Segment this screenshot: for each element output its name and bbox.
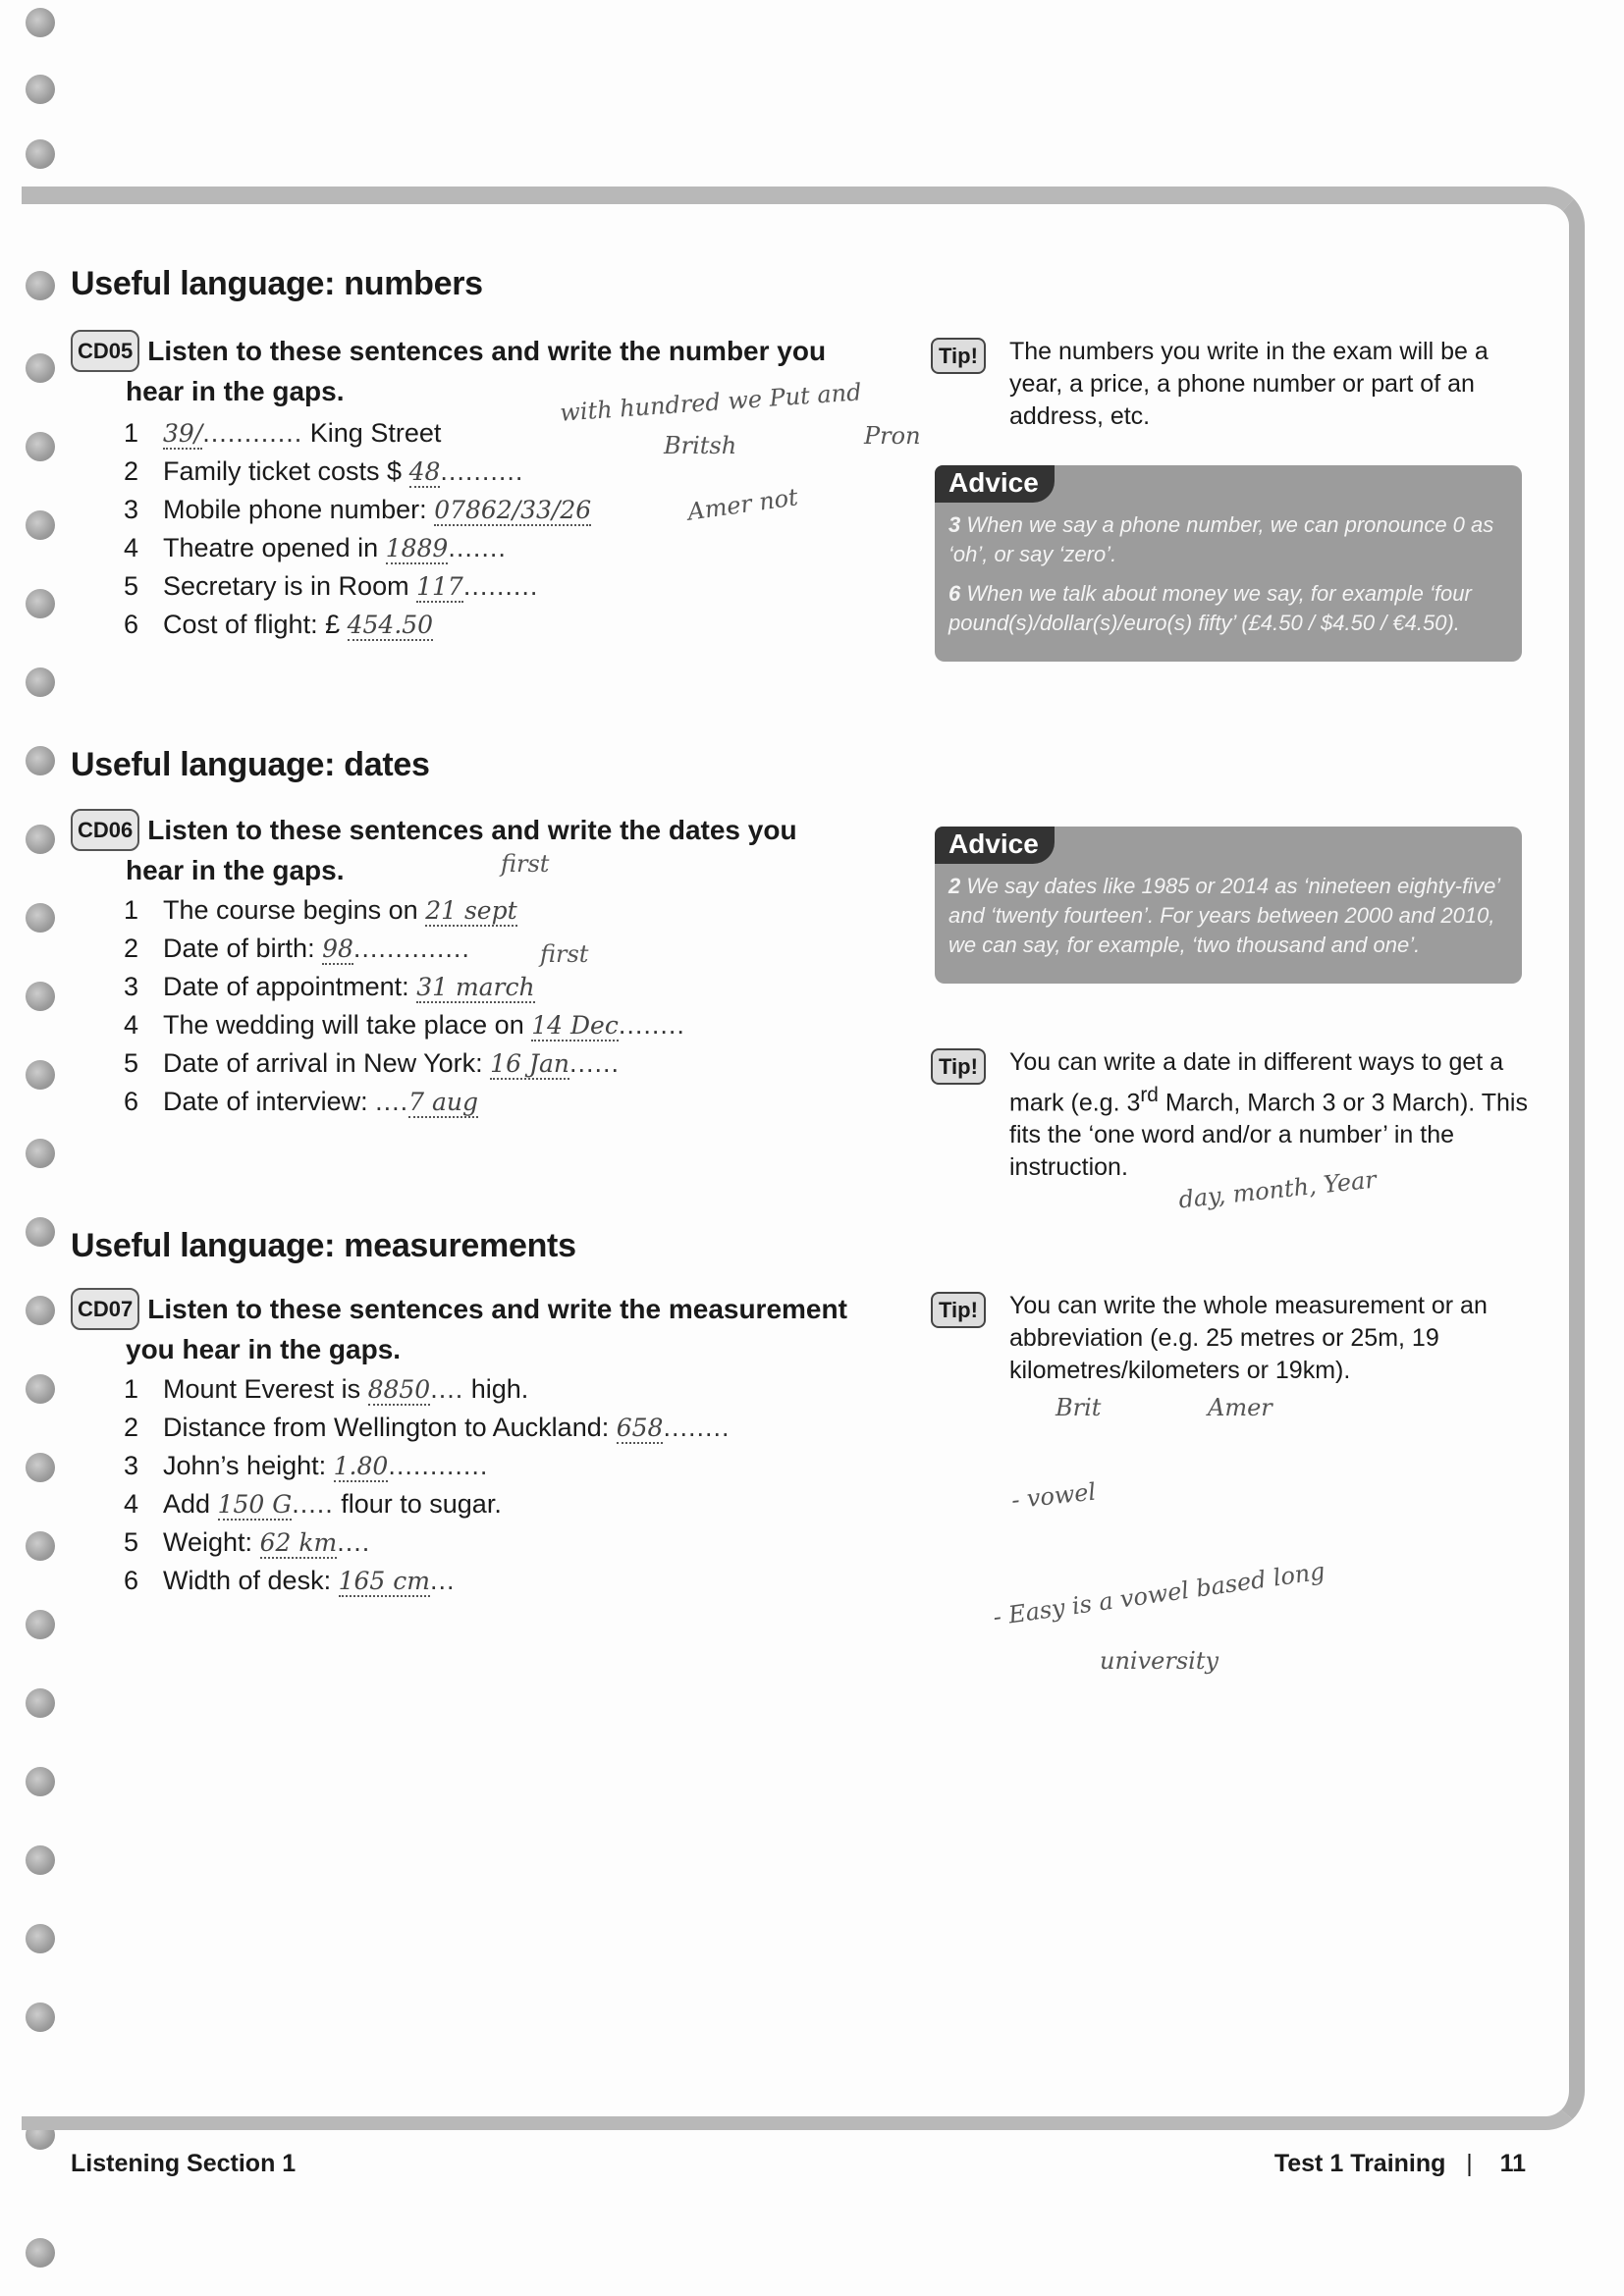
list-item: 1 The course begins on 21 sept xyxy=(124,895,517,925)
list-item: 5 Date of arrival in New York: 16 Jan...... xyxy=(124,1048,620,1078)
answer-field[interactable]: 454.50 xyxy=(347,611,434,639)
list-item: 3 Date of appointment: 31 march xyxy=(124,972,535,1001)
section-title-measurements: Useful language: measurements xyxy=(71,1227,576,1264)
handwritten-note: Pron xyxy=(864,422,921,450)
answer-field[interactable]: 16 Jan xyxy=(490,1049,569,1078)
handwritten-note: university xyxy=(1100,1647,1219,1675)
dates-list xyxy=(124,891,685,1121)
list-item: 3 Mobile phone number: 07862/33/26 xyxy=(124,495,592,524)
list-item: 4 The wedding will take place on 14 Dec........ xyxy=(124,1010,685,1040)
answer-field[interactable]: 8850 xyxy=(367,1375,431,1404)
handwritten-note: - Easy is a vowel based long xyxy=(991,1557,1327,1631)
list-item: 4 Add 150 G..... flour to sugar. xyxy=(124,1489,502,1519)
tip-measurements: Tip! You can write the whole measurement or an abbreviation (e.g. 25 metres or 25m, 19 kilometres/kilometers or 19km). xyxy=(931,1290,1530,1387)
tip-dates: Tip! You can write a date in different ways to get a mark (e.g. 3rd March, March 3 or 3 March). This fits the ‘one word and/or a number’ in the instruction. xyxy=(931,1046,1530,1184)
tip-badge: Tip! xyxy=(931,1292,986,1328)
handwritten-note: with hundred we Put and xyxy=(559,378,863,427)
answer-field[interactable]: 31 march xyxy=(416,973,535,1001)
answer-field[interactable]: 1889 xyxy=(385,534,449,562)
measurements-list xyxy=(124,1370,730,1600)
advice-numbers: Advice 3 When we say a phone number, we can pronounce 0 as ‘oh’, or say ‘zero’. 6 When we talk about money we say, for example ‘four pound(s)/dollar(s)/euro(s) fifty’ (£4.50 / $4.50 / €4.50). xyxy=(935,465,1522,662)
advice-heading: Advice xyxy=(935,465,1055,503)
handwritten-note: - vowel xyxy=(1009,1477,1098,1515)
handwritten-note: first xyxy=(540,940,589,968)
section-title-dates: Useful language: dates xyxy=(71,746,430,783)
dates-instruction: CD06 Listen to these sentences and write the dates you hear in the gaps. xyxy=(71,809,876,889)
list-item: 5 Secretary is in Room 117......... xyxy=(124,571,539,601)
numbers-instruction: CD05 Listen to these sentences and write the number you hear in the gaps. xyxy=(71,330,876,410)
page-number: 11 xyxy=(1499,2150,1526,2177)
answer-field[interactable]: 98 xyxy=(322,934,353,963)
advice-heading: Advice xyxy=(935,827,1055,864)
cd-icon: CD07 xyxy=(71,1288,139,1330)
list-item: 1 39/............ King Street xyxy=(124,418,442,448)
tip-badge: Tip! xyxy=(931,1048,986,1085)
answer-field[interactable]: 48 xyxy=(408,457,441,486)
list-item: 2 Date of birth: 98.............. xyxy=(124,934,470,963)
list-item: 6 Date of interview: ....7 aug xyxy=(124,1087,478,1116)
handwritten-note: day, month, Year xyxy=(1177,1165,1378,1214)
cd-icon: CD06 xyxy=(71,809,139,851)
answer-field[interactable]: 1.80 xyxy=(333,1452,389,1480)
list-item: 4 Theatre opened in 1889....... xyxy=(124,533,507,562)
handwritten-note: Britsh xyxy=(664,432,737,459)
list-item: 3 John’s height: 1.80............ xyxy=(124,1451,489,1480)
list-item: 2 Family ticket costs $ 48.......... xyxy=(124,456,524,486)
cd-icon: CD05 xyxy=(71,330,139,372)
handwritten-note: Brit xyxy=(1056,1394,1102,1421)
footer-section: Listening Section 1 xyxy=(71,2150,297,2177)
answer-field[interactable]: 658 xyxy=(616,1414,664,1442)
list-item: 6 Cost of flight: £ 454.50 xyxy=(124,610,434,639)
list-item: 1 Mount Everest is 8850.... high. xyxy=(124,1374,529,1404)
answer-field[interactable]: 165 cm xyxy=(338,1567,430,1595)
tip-badge: Tip! xyxy=(931,338,986,374)
answer-field[interactable]: 21 sept xyxy=(425,896,517,925)
answer-field[interactable]: 150 G xyxy=(217,1490,293,1519)
handwritten-note: Amer xyxy=(1208,1394,1272,1421)
section-title-numbers: Useful language: numbers xyxy=(71,265,483,302)
list-item: 2 Distance from Wellington to Auckland: 658........ xyxy=(124,1413,731,1442)
tip-numbers: Tip! The numbers you write in the exam will be a year, a price, a phone number or part of an address, etc. xyxy=(931,336,1530,433)
numbers-list xyxy=(124,414,591,644)
advice-dates: Advice 2 We say dates like 1985 or 2014 as ‘nineteen eighty-five’ and ‘twenty fourteen’. For years between 2000 and 2010, we can say, for example, ‘two thousand and one’. xyxy=(935,827,1522,984)
answer-field[interactable]: 14 Dec xyxy=(531,1011,619,1040)
list-item: 5 Weight: 62 km.... xyxy=(124,1527,371,1557)
footer-page-info: Test 1 Training | 11 xyxy=(1273,2150,1526,2177)
answer-field[interactable]: 39/ xyxy=(163,419,203,448)
list-item: 6 Width of desk: 165 cm... xyxy=(124,1566,456,1595)
answer-field[interactable]: 7 aug xyxy=(408,1088,478,1116)
handwritten-note: first xyxy=(501,850,550,878)
handwritten-note: Amer not xyxy=(685,483,800,526)
answer-field[interactable]: 62 km xyxy=(259,1528,338,1557)
measurements-instruction: CD07 Listen to these sentences and write the measurement you hear in the gaps. xyxy=(71,1288,876,1368)
answer-field[interactable]: 117 xyxy=(416,572,463,601)
answer-field[interactable]: 07862/33/26 xyxy=(434,496,592,524)
